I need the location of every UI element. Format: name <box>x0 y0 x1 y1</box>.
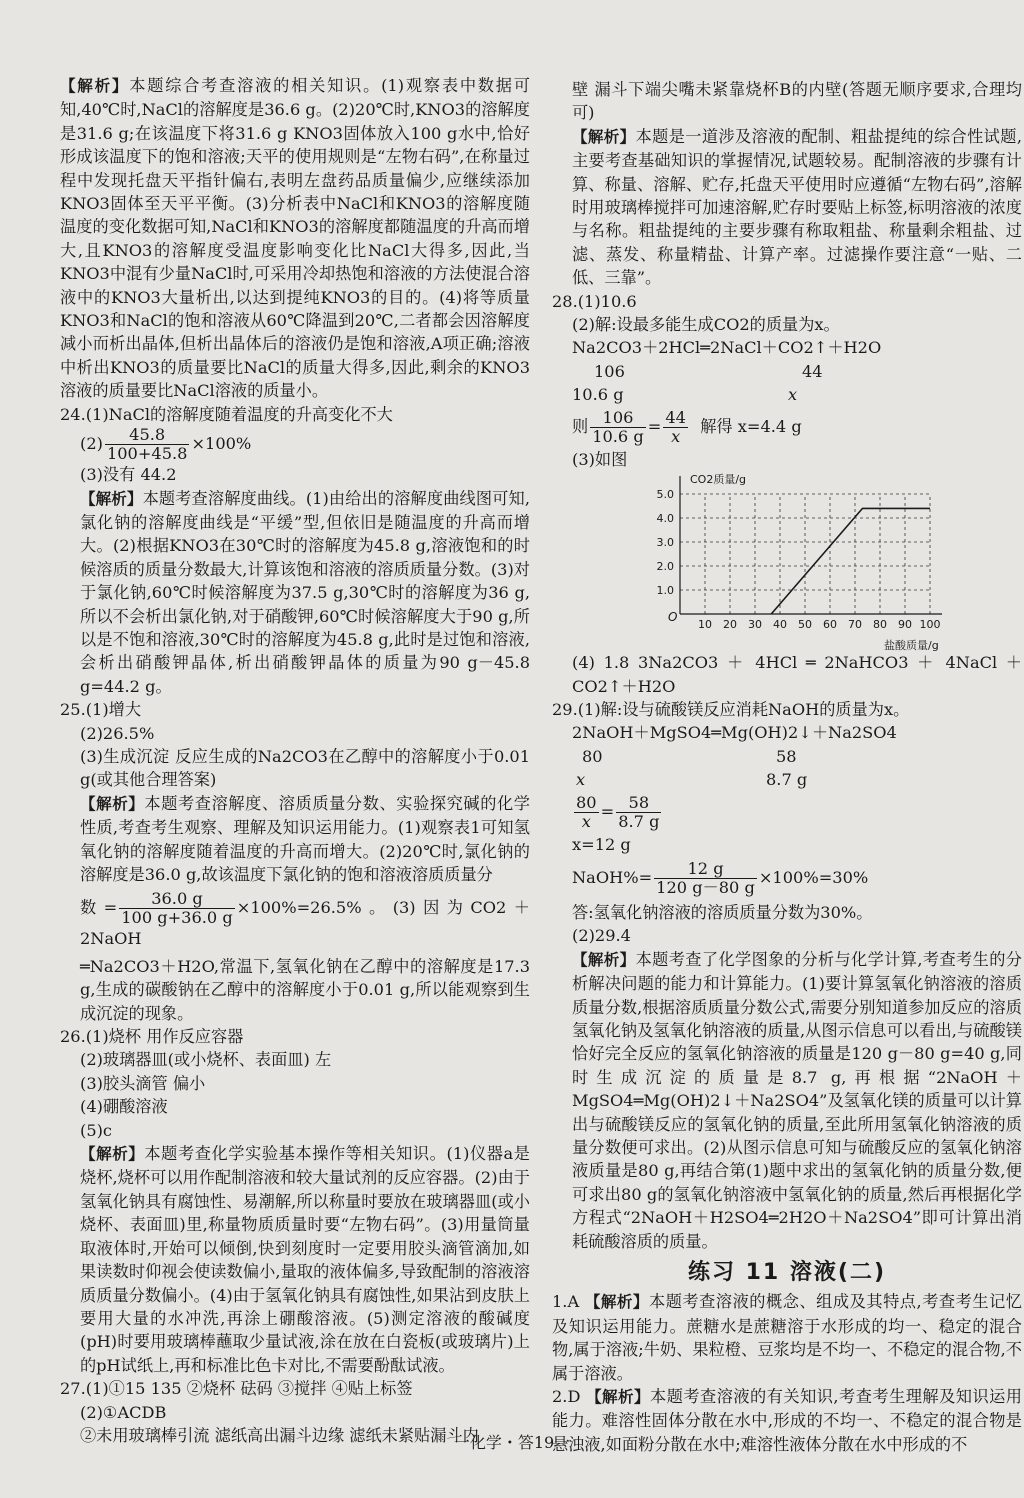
analysis-24: 【解析】本题考查溶解度曲线。(1)由给出的溶解度曲线图可知,氯化钠的溶解度曲线是“平缓”型,但依旧是随温度的升高而增大。(2)根据KNO3在30℃时的溶解度为45.8 g,溶液饱和的时候溶质的质量分数最大,计算该饱和溶液的溶质质量分数。(3)对于氯化钠,60℃时候溶解度为37.5 g,30℃时的溶解度为36 g,所以不会析出氯化钠,对于硝酸钾,60℃时候溶解度大于90 g,所以是不饱和溶液,30℃时的溶解度为45.8 g,此时是过饱和溶液,会析出硝酸钾晶体,析出硝酸钾晶体的质量为90 g－45.8 g=44.2 g。 <box>80 488 530 696</box>
answer-25-2: (2)26.5% <box>80 723 155 743</box>
analysis-26: 【解析】本题考查化学实验基本操作等相关知识。(1)仪器a是烧杯,烧杯可以用作配制溶液和较大量试剂的反应容器。(2)由于氢氧化钠具有腐蚀性、易潮解,所以称量时要放在玻璃器皿(或小烧杯、表面皿)里,称量物质质量时要“左物右码”。(3)用量筒量取液体时,开始可以倾倒,快到刻度时一定要用胶头滴管滴加,如果读数时仰视会使读数偏小,量取的液体偏多,导致配制的溶液溶质质量分数偏小。(4)由于氢氧化钠具有腐蚀性,如果沾到皮肤上要用大量的水冲洗,再涂上硼酸溶液。(5)测定溶液的酸碱度(pH)时要用玻璃棒蘸取少量试液,涂在放在白瓷板(或玻璃片)上的pH试纸上,再和标准比色卡对比,不需要酚酞试液。 <box>80 1144 530 1375</box>
chart-grid <box>680 494 930 614</box>
left-column <box>60 74 530 1447</box>
x-tick-label: 70 <box>848 618 862 632</box>
x-tick-label: 90 <box>898 618 912 632</box>
y-tick-label: 5.0 <box>656 488 674 502</box>
analysis-25: 【解析】本题考查溶解度、溶质质量分数、实验探究碱的化学性质,考查考生观察、理解及知识运用能力。(1)观察表1可知氢氧化钠的溶解度随着温度的升高而增大。(2)20℃时,氯化钠的溶解度是36.0 g,故该温度下氯化钠的饱和溶液溶质质量分 <box>80 793 530 884</box>
answer-1: 1.A 【解析】本题考查溶液的概念、组成及其特点,考查考生记忆及知识运用能力。蔗糖水是蔗糖溶于水形成的均一、稳定的混合物,属于溶液;牛奶、果粒橙、豆浆均是不均一、不稳定的混合物,不属于溶液。 <box>552 1292 1022 1383</box>
answer-29-2: (2)29.4 <box>572 926 631 946</box>
answer-27-1: 27.(1)①15 135 ②烧杯 砝码 ③搅拌 ④贴上标签 <box>60 1379 413 1399</box>
y-tick-label: 4.0 <box>656 512 674 526</box>
proportion-28: 则 $\frac{106}{10.6 g}$ = $\frac{44}{x}$ 解得 x=4.4 g <box>572 407 802 446</box>
chart-series <box>771 508 930 614</box>
equation-29-values: x 8.7 g <box>576 770 808 790</box>
y-axis-label: CO2质量/g <box>690 473 747 487</box>
equation-29: 2NaOH＋MgSO4═Mg(OH)2↓＋Na2SO4 <box>572 723 897 743</box>
x-tick-label: 100 <box>919 618 941 632</box>
answer-24-2: (2) $\frac{45.8}{100+45.8}$ ×100% <box>80 425 252 464</box>
chart-ticks <box>657 488 941 631</box>
proportion-29: $\frac{80}{x}$ = $\frac{58}{8.7 g}$ <box>576 792 660 831</box>
answer-26-2: (2)玻璃器皿(或小烧杯、表面皿) 左 <box>80 1050 332 1070</box>
answer-27-cont: 壁 漏斗下端尖嘴未紧靠烧杯B的内壁(答题无顺序要求,合理均可) <box>572 80 1022 123</box>
analysis-tag: 【解析】 <box>586 1388 651 1407</box>
series-line-co2 <box>771 508 930 614</box>
page-footer: 一化学・答19一 <box>453 1433 571 1452</box>
answer-27-2: (2)①ACDB <box>80 1402 167 1422</box>
x-tick-label: 50 <box>798 618 812 632</box>
x-tick-label: 20 <box>723 618 737 632</box>
answer-26-4: (4)硼酸溶液 <box>80 1097 168 1117</box>
x-tick-label: 80 <box>873 618 887 632</box>
equation-28-values: 10.6 g x <box>572 385 798 405</box>
answer-25-3: (3)生成沉淀 反应生成的Na2CO3在乙醇中的溶解度小于0.01 g(或其他合理答案) <box>80 746 530 790</box>
analysis-25-cont: ═Na2CO3＋H2O,常温下,氢氧化钠在乙醇中的溶解度是17.3 g,生成的碳酸钠在乙醇中的溶解度小于0.01 g,所以能观察到生成沉淀的现象。 <box>80 956 530 1023</box>
answer-26-1: 26.(1)烧杯 用作反应容器 <box>60 1027 244 1047</box>
x-tick-label: 10 <box>698 618 712 632</box>
chart-axes <box>680 476 942 614</box>
answer-29-x: x=12 g <box>572 834 631 854</box>
section-heading: 练习 11 溶液(二) <box>687 1260 887 1286</box>
answer-29-conclusion: 答:氢氧化钠溶液的溶质质量分数为30%。 <box>572 902 873 922</box>
x-tick-label: 40 <box>773 618 787 632</box>
answer-2: 2.D 【解析】本题考查溶液的有关知识,考查考生理解及知识运用能力。难溶性固体分散在水中,形成的不均一、不稳定的混合物是悬浊液,如面粉分散在水中;难溶性液体分散在水中形成的不 <box>552 1387 1022 1454</box>
analysis-23: 【解析】本题综合考查溶液的相关知识。(1)观察表中数据可知,40℃时,NaCl的溶解度是36.6 g。(2)20℃时,KNO3的溶解度是31.6 g;在该温度下将31.6 g KNO3固体放入100 g水中,恰好形成该温度下的饱和溶液;天平的使用规则是“左物右码”,在称量过程中发现托盘天平指针偏右,表明左盘药品质量偏少,应继续添加KNO3固体至天平平衡。(3)分析表中NaCl和KNO3的溶解度随温度的变化数据可知,NaCl和KNO3的溶解度都随温度的升高而增大,且KNO3的溶解度受温度影响变化比NaCl大得多,因此,当KNO3中混有少量NaCl时,可采用冷却热饱和溶液的方法使混合溶液中的KNO3大量析出,以达到提纯KNO3的目的。(4)将等质量KNO3和NaCl的饱和溶液从60℃降温到20℃,二者都会因溶解度减小而析出晶体,但析出晶体后的溶液仍是饱和溶液,A项正确;溶液中析出KNO3的质量要比NaCl的质量大得多,因此,剩余的KNO3溶液的质量要比NaCl溶液的质量小。 <box>60 76 530 401</box>
co2-chart <box>622 471 1002 651</box>
answer-24-3: (3)没有 44.2 <box>80 465 177 485</box>
answer-29-1: 29.(1)解:设与硫酸镁反应消耗NaOH的质量为x。 <box>552 699 910 719</box>
equation-29-masses: 80 58 <box>582 746 797 766</box>
origin-label: O <box>668 610 678 625</box>
y-tick-label: 1.0 <box>656 584 674 598</box>
x-tick-label: 30 <box>748 618 762 632</box>
equation-28: Na2CO3＋2HCl═2NaCl＋CO2↑＋H2O <box>572 338 882 358</box>
analysis-25-formula: 数= $\frac{36.0 g}{100 g+36.0 g}$ ×100%=26.5%。(3)因为CO2＋2NaOH <box>80 889 530 949</box>
answer-25-1: 25.(1)增大 <box>60 700 142 720</box>
x-axis-label: 盐酸质量/g <box>884 639 939 652</box>
answer-27-3: ②未用玻璃棒引流 滤纸高出漏斗边缘 滤纸未紧贴漏斗内 <box>80 1425 479 1445</box>
answer-28-1: 28.(1)10.6 <box>552 291 637 311</box>
answer-24-1: 24.(1)NaCl的溶解度随着温度的升高变化不大 <box>60 404 393 424</box>
analysis-tag: 【解析】 <box>60 77 130 95</box>
equation-28-masses: 106 44 <box>594 361 823 381</box>
y-tick-label: 2.0 <box>656 560 674 574</box>
y-tick-label: 3.0 <box>656 536 674 550</box>
analysis-27: 【解析】本题是一道涉及溶液的配制、粗盐提纯的综合性试题,主要考查基础知识的掌握情况,试题较易。配制溶液的步骤有计算、称量、溶解、贮存,托盘天平使用时应遵循“左物右码”,溶解时用玻璃棒搅拌可加速溶解,贮存时要贴上标签,标明溶液的浓度与名称。粗盐提纯的主要步骤有称取粗盐、称量剩余粗盐、过滤、蒸发、称量精盐、计算产率。过滤操作要注意“一贴、二低、三靠”。 <box>572 126 1022 288</box>
answer-28-3: (3)如图 <box>572 449 628 469</box>
naoh-percent: NaOH%= $\frac{12 g}{120 g-80 g}$ ×100%=30% <box>572 858 869 897</box>
answer-28-2: (2)解:设最多能生成CO2的质量为x。 <box>572 315 840 335</box>
analysis-29: 【解析】本题考查了化学图象的分析与化学计算,考查考生的分析解决问题的能力和计算能力。(1)要计算氢氧化钠溶液的溶质质量分数,根据溶质质量分数公式,需要分别知道参加反应的溶质氢氧化钠及氢氧化钠溶液的质量,从图示信息可以看出,与硫酸镁恰好完全反应的氢氧化钠溶液的质量是120 g－80 g=40 g,同时生成沉淀的质量是8.7 g,再根据“2NaOH＋MgSO4═Mg(OH)2↓＋Na2SO4”及氢氧化镁的质量可以计算出与硫酸镁反应的氢氧化钠的质量,至此所用氢氧化钠溶液的质量分数便可求出。(2)从图示信息可知与硫酸反应的氢氧化钠溶液质量是80 g,再结合第(1)题中求出的氢氧化钠的质量分数,便可求出80 g的氢氧化钠溶液中氢氧化钠的质量,然后再根据化学方程式“2NaOH＋H2SO4═2H2O＋Na2SO4”即可计算出消耗硫酸溶质的质量。 <box>572 949 1022 1251</box>
x-tick-label: 60 <box>823 618 837 632</box>
answer-26-3: (3)胶头滴管 偏小 <box>80 1073 206 1093</box>
analysis-tag: 【解析】 <box>584 1293 649 1312</box>
answer-26-5: (5)c <box>80 1120 112 1140</box>
right-column <box>552 78 1022 1456</box>
answer-28-4: (4) 1.8 3Na2CO3 ＋ 4HCl ═ 2NaHCO3 ＋ 4NaCl ＋ CO2↑＋H2O <box>572 653 1022 696</box>
